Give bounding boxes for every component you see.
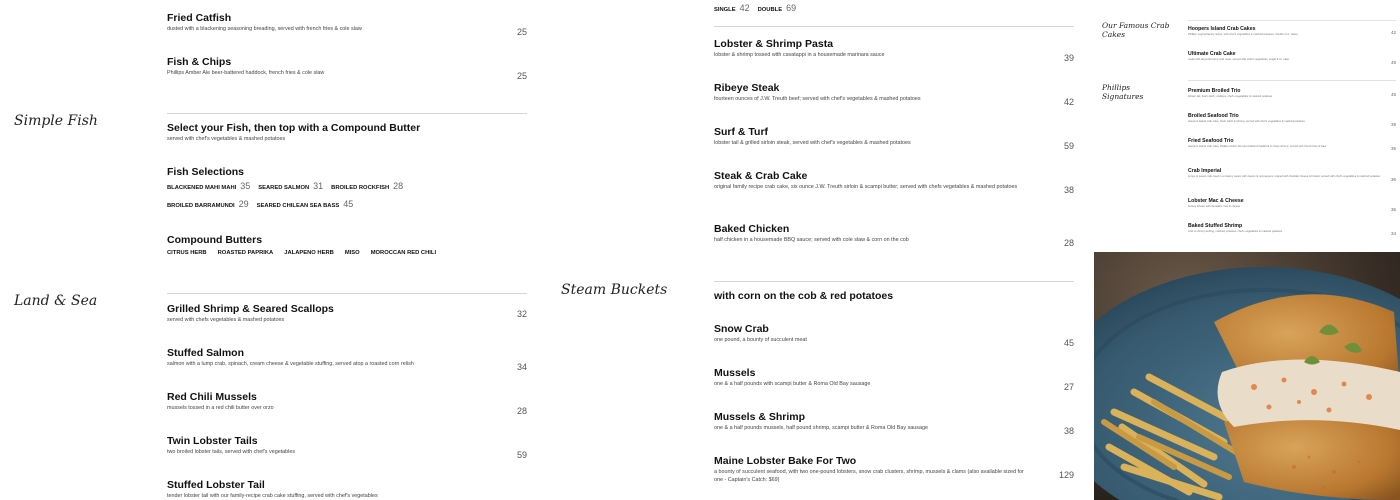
- item-desc: one & a half pounds with scampi butter & Roma Old Bay sausage: [714, 381, 871, 387]
- menu-item-grilled-shrimp-scallops: [167, 303, 527, 325]
- divider: [167, 113, 527, 114]
- divider: [1188, 80, 1396, 81]
- panel-item-name: Hoopers Island Crab Cakes: [1188, 26, 1256, 32]
- right-menu-panel: [1094, 0, 1400, 252]
- fish-option-price: 45: [343, 199, 354, 209]
- food-photo: [1094, 252, 1400, 500]
- size-option-single: [714, 3, 750, 13]
- panel-title-famous-crab-cakes: Our Famous Crab Cakes: [1102, 21, 1170, 39]
- panel-item-desc: buttery lobster with decadent mac & cheese: [1188, 205, 1241, 208]
- panel-item-price: 42: [1390, 30, 1396, 35]
- fish-option: [258, 181, 323, 191]
- menu-item-fried-catfish: [167, 12, 527, 37]
- fish-option-price: 31: [313, 181, 324, 191]
- item-desc: salmon with a lump crab, spinach, cream cheese & vegetable stuffing, served atop a roasted corn relish: [167, 361, 414, 367]
- item-desc: lobster tail & grilled sirloin steak, served with chef's vegetables & mashed potatoes: [714, 140, 911, 146]
- size-price: 69: [786, 3, 797, 13]
- fish-option-label: SEARED SALMON: [258, 185, 310, 191]
- item-desc: tender lobster tail with our family-recipe crab cake stuffing, served with chef's vegetables: [167, 493, 378, 499]
- item-price: 129: [1058, 470, 1074, 480]
- item-desc: a bounty of succulent seafood, with two one-pound lobsters, snow crab clusters, shrimp, mussels & clams (also available sized for one - Captain's Catch: $69): [714, 469, 1024, 483]
- panel-item: [1188, 223, 1398, 234]
- size-label: DOUBLE: [757, 7, 783, 13]
- panel-item-name: Premium Broiled Trio: [1188, 88, 1241, 94]
- item-name: Ribeye Steak: [714, 82, 780, 94]
- panel-item-name: Lobster Mac & Cheese: [1188, 198, 1244, 204]
- item-desc: fourteen ounces of J.W. Treuth beef; served with chef's vegetables & mashed potatoes: [714, 96, 921, 102]
- steam-buckets-subheading: [714, 290, 893, 302]
- menu-item-surf-turf: [714, 126, 1074, 151]
- item-name: Baked Chicken: [714, 223, 790, 235]
- fish-option-label: BLACKENED MAHI MAHI: [167, 185, 237, 191]
- item-name: with corn on the cob & red potatoes: [714, 290, 894, 302]
- item-name: Mussels: [714, 367, 756, 379]
- size-option-double: [758, 3, 797, 13]
- panel-item: [1188, 88, 1398, 99]
- item-price: 38: [1063, 426, 1074, 436]
- item-desc: half chicken in a housemade BBQ sauce; served with cole slaw & corn on the cob: [714, 237, 909, 243]
- panel-item-name: Ultimate Crab Cake: [1188, 51, 1236, 57]
- fish-selections-title: [167, 166, 244, 178]
- compound-butters-title: [167, 234, 262, 246]
- menu-item-mussels-shrimp: [714, 411, 1074, 436]
- item-desc: mussels tossed in a red chili butter over orzo: [167, 405, 274, 411]
- panel-item: [1188, 138, 1398, 149]
- menu-item-twin-lobster-tails: [167, 435, 527, 460]
- item-name: Mussels & Shrimp: [714, 411, 806, 423]
- item-price: 45: [1063, 338, 1074, 348]
- item-desc: lobster & shrimp tossed with cavatappi in a housemade marinara sauce: [714, 52, 885, 58]
- item-name: Grilled Shrimp & Seared Scallops: [167, 303, 334, 315]
- item-name: Surf & Turf: [714, 126, 769, 138]
- panel-item-desc: Phillips' original family recipe, with chef's vegetables & mashed potatoes, double 4 oz. cakes: [1188, 33, 1298, 36]
- menu-heading-select-fish: [167, 122, 527, 144]
- panel-item-price: 36: [1390, 207, 1396, 212]
- item-price: 38: [1063, 185, 1074, 195]
- item-name: Twin Lobster Tails: [167, 435, 258, 447]
- item-name: Red Chili Mussels: [167, 391, 257, 403]
- item-price: 39: [1063, 53, 1074, 63]
- section-title-simple-fish: Simple Fish: [14, 113, 98, 129]
- butter-option: ROASTED PAPRIKA: [217, 250, 274, 256]
- fish-option-price: 35: [240, 181, 251, 191]
- item-desc: dusted with a blackening seasoning breading, served with french fries & cole slaw: [167, 26, 362, 32]
- menu-item-baked-chicken: [714, 223, 1074, 248]
- item-price: 34: [516, 362, 527, 372]
- panel-item-name: Crab Imperial: [1188, 168, 1222, 174]
- item-desc: original family recipe crab cake, six ounce J.W. Treuth sirloin & scampi butter; served with chefs vegetables & mashed potatoes: [714, 184, 1018, 190]
- item-price: 32: [516, 309, 527, 319]
- divider: [714, 281, 1074, 282]
- panel-item-desc: crab & shrimp stuffing, mashed potatoes, chef's vegetables & mashed potatoes: [1188, 230, 1283, 233]
- menu-item-stuffed-salmon: [167, 347, 527, 372]
- menu-item-stuffed-lobster-tail: [167, 479, 527, 500]
- item-name: Select your Fish, then top with a Compound Butter: [167, 122, 421, 134]
- panel-item: [1188, 51, 1398, 65]
- panel-item-desc: Hoopers Island crab cake, fresh catch & shrimp, served with chef's vegetables & mashed potatoes: [1188, 120, 1305, 123]
- menu-item-ribeye-steak: [714, 82, 1074, 107]
- item-price: 25: [516, 71, 527, 81]
- panel-item-name: Baked Stuffed Shrimp: [1188, 223, 1243, 229]
- menu-item-snow-crab: [714, 323, 1074, 348]
- panel-item-name: Broiled Seafood Trio: [1188, 113, 1239, 119]
- panel-item: [1188, 113, 1398, 127]
- item-price: 27: [1063, 382, 1074, 392]
- panel-item-desc: lumps of sweet crab meat in a creamy sauce with capers & red peppers, topped with cheddar cheese & broiled, served with chef's vegetables & mashed potatoes: [1188, 175, 1381, 178]
- item-name: Fish Selections: [167, 166, 245, 178]
- item-desc: Phillips Amber Ale beer-battered haddock, french fries & cole slaw: [167, 70, 325, 76]
- divider: [714, 26, 1074, 27]
- divider: [167, 293, 527, 294]
- panel-title-phillips-signatures: Phillips Signatures: [1102, 83, 1144, 101]
- panel-item-desc: made with all jumbo lump crab meat, served with chef's vegetables, single 8 oz. cake: [1188, 58, 1290, 61]
- divider: [1188, 20, 1396, 21]
- fish-option-label: BROILED BARRAMUNDI: [167, 203, 235, 209]
- butter-option: MOROCCAN RED CHILI: [370, 250, 437, 256]
- size-price: 42: [739, 3, 750, 13]
- item-name: Steak & Crab Cake: [714, 170, 808, 182]
- item-name: Lobster & Shrimp Pasta: [714, 38, 834, 50]
- item-name: Stuffed Lobster Tail: [167, 479, 265, 491]
- panel-item-price: 34: [1390, 231, 1396, 236]
- section-title-land-sea: Land & Sea: [14, 293, 98, 309]
- item-price: 42: [1063, 97, 1074, 107]
- item-name: Compound Butters: [167, 234, 263, 246]
- section-title-steam-buckets: Steam Buckets: [561, 282, 668, 298]
- item-desc: one pound, a bounty of succulent meat: [714, 337, 807, 343]
- panel-item-price: 45: [1390, 92, 1396, 97]
- menu-item-lobster-shrimp-pasta: [714, 38, 1074, 63]
- compound-butters-row: [167, 250, 447, 256]
- food-photo-illustration: [1094, 252, 1400, 500]
- menu-item-maine-lobster-bake: [714, 455, 1074, 485]
- fish-selections-row-1: [167, 181, 411, 191]
- item-name: Maine Lobster Bake For Two: [714, 455, 857, 467]
- fish-option: [167, 181, 250, 191]
- panel-item-name: Fried Seafood Trio: [1188, 138, 1234, 144]
- item-price: 59: [1063, 141, 1074, 151]
- fish-selections-row-2: [167, 199, 361, 209]
- panel-item-price: 36: [1390, 177, 1396, 182]
- menu-item-steak-crab-cake: [714, 170, 1074, 195]
- fish-option: [257, 199, 354, 209]
- fish-option-label: SEARED CHILEAN SEA BASS: [256, 203, 340, 209]
- item-name: Fried Catfish: [167, 12, 232, 24]
- item-price: 25: [516, 27, 527, 37]
- panel-item-price: 39: [1390, 122, 1396, 127]
- fish-option: [167, 199, 249, 209]
- butter-option: JALAPENO HERB: [284, 250, 334, 256]
- item-desc: served with chefs vegetables & mashed potatoes: [167, 317, 285, 323]
- panel-item: [1188, 168, 1398, 182]
- panel-item-price: 49: [1390, 60, 1396, 65]
- size-label: SINGLE: [714, 7, 736, 13]
- menu-item-mussels: [714, 367, 1074, 392]
- menu-item-fish-chips: [167, 56, 527, 81]
- panel-item: [1188, 198, 1398, 212]
- item-price: 28: [516, 406, 527, 416]
- butter-option: CITRUS HERB: [167, 250, 207, 256]
- fish-option-price: 29: [238, 199, 249, 209]
- item-desc: one & a half pounds mussels, half pound shrimp, scampi butter & Roma Old Bay sausage: [714, 425, 928, 431]
- item-price: 59: [516, 450, 527, 460]
- lobster-tail-size-options: [714, 3, 804, 13]
- item-name: Snow Crab: [714, 323, 769, 335]
- fish-option: [331, 181, 403, 191]
- item-price: 28: [1063, 238, 1074, 248]
- item-desc: two broiled lobster tails, served with chef's vegetables: [167, 449, 296, 455]
- item-name: Stuffed Salmon: [167, 347, 245, 359]
- panel-item: [1188, 26, 1398, 37]
- fish-option-price: 28: [393, 181, 404, 191]
- panel-item-price: 35: [1390, 146, 1396, 151]
- fish-option-label: BROILED ROCKFISH: [331, 185, 390, 191]
- item-name: Fish & Chips: [167, 56, 232, 68]
- panel-item-desc: lobster tail, fresh catch, scallops, chef's vegetables & mashed potatoes: [1188, 95, 1273, 98]
- item-desc: served with chef's vegetables & mashed potatoes: [167, 136, 286, 142]
- panel-item-desc: Hoopers Island crab cake, Phillips Amber Ale beer-battered haddock & crispy shrimp, served with french fries & slaw: [1188, 145, 1327, 148]
- butter-option: MISO: [344, 250, 360, 256]
- menu-item-red-chili-mussels: [167, 391, 527, 416]
